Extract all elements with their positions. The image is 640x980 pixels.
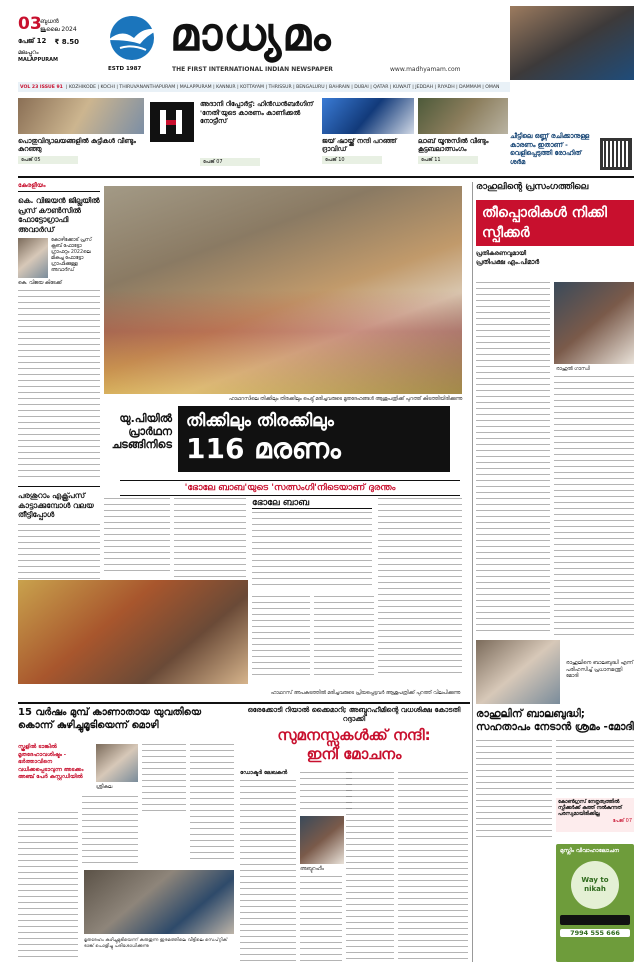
ad-store-badges[interactable] bbox=[560, 915, 630, 925]
teaser-4-title: ലാബ് യൂനുസിൽ വീണ്ടും കൂട്ടബലാത്സംഗം bbox=[418, 137, 489, 153]
teaser-1-page: പേജ് 05 bbox=[18, 156, 78, 164]
edition-item: | KOCHI bbox=[96, 84, 115, 90]
vijayan-photo bbox=[18, 238, 48, 278]
rule bbox=[18, 176, 634, 178]
srikala-name: ശ്രീകല bbox=[96, 785, 113, 790]
edition-item: | BENGALURU bbox=[291, 84, 325, 90]
bottom-mid-headline bbox=[240, 726, 468, 764]
left-tag: കേരളീയം bbox=[18, 182, 100, 192]
edition-item: | MALAPPURAM bbox=[175, 84, 212, 90]
lead-body-col-1 bbox=[104, 498, 170, 576]
price: ₹ 8.50 bbox=[54, 37, 80, 46]
grief-photo bbox=[18, 580, 248, 684]
congress-text: കോൺഗ്രസ് നേതൃത്വത്തിൽ സ്പീക്കർക്ക് കത്ത് നൽകുന്നത് പരസ്യമായിരിക്കില്ല bbox=[558, 800, 622, 817]
lead-bottom-caption: ഹാഥറസ് അപകടത്തിൽ മരിച്ചവരുടെ പ്രിയപ്പെട്ടവർ ആശുപത്രിക്ക് പുറത്ത് വിലപിക്കുന്നു bbox=[270, 691, 460, 696]
bhole-baba-box bbox=[252, 498, 372, 590]
right-body-1 bbox=[476, 282, 550, 362]
congress-page: പേജ് 07 bbox=[612, 818, 632, 824]
edition-item: | OMAN bbox=[480, 84, 500, 90]
bottom-left-caption: മൃതദേഹം കുഴിച്ചുമൂടിയെന്ന് കരുതുന്ന ഇരമത്തിലെ വീട്ടിലെ സെപ്റ്റിക് ടാങ്ക് പൊളിച്ചു പരിശോധിക്കുന്നു bbox=[84, 938, 228, 949]
bottom-mid-byline: ഡോക്ടർ ലേഖകൻ bbox=[240, 770, 288, 776]
teaser-3-title: ജയ് ഷായ്ക്ക് നന്ദി പറഞ്ഞ് ദ്രാവിഡ് bbox=[322, 137, 397, 153]
logo-icon bbox=[100, 14, 164, 64]
bottom-left-sub: സ്കൂളിൽ ടാങ്കിൽ മൃതദേഹാവശിഷ്ടം - ഭർത്താവിനെ വധിക്കപ്പെടാവുന്ന അടക്കം അഞ്ച് പേർ കസ്റ്റഡിയിൽ bbox=[18, 744, 84, 780]
congress-box[interactable] bbox=[556, 798, 634, 832]
teaser-1[interactable] bbox=[18, 98, 144, 170]
left-body bbox=[18, 290, 100, 480]
teaser-4-photo bbox=[418, 98, 508, 134]
teaser-2-title: അദാനി റിപ്പോർട്ട്: ഹിൻഡൻബർഗിന് 'നേതി'യുടെ കാരണം കാണിക്കൽ നോട്ടീസ് bbox=[200, 100, 314, 125]
estd: ESTD 1987 bbox=[108, 66, 142, 72]
tank-photo bbox=[84, 870, 234, 934]
edition-item: | DAMMAM bbox=[454, 84, 481, 90]
left-name: കെ. വിജയ കിടേക്ക് bbox=[18, 281, 62, 286]
bottom-mid-body-4 bbox=[398, 772, 468, 962]
tagline: THE FIRST INTERNATIONAL INDIAN NEWSPAPER bbox=[172, 66, 333, 73]
bhole-baba-title: ഭോലേ ബാബ bbox=[252, 498, 372, 509]
masthead-title: മാധ്യമം bbox=[170, 7, 332, 61]
edition-list bbox=[66, 85, 500, 90]
modi-caption: രാഹുലിനെ ബാലബുദ്ധി എന്ന് പരിഹസിച്ച് പ്രധാനമന്ത്രി മോദി bbox=[566, 660, 634, 679]
h-logo-icon bbox=[150, 102, 194, 142]
right-body-5 bbox=[556, 740, 634, 794]
lead-body-col-4 bbox=[378, 498, 462, 678]
teaser-4[interactable] bbox=[418, 98, 508, 170]
abdurahim-name: അബ്ദുറഹീം bbox=[300, 867, 324, 872]
right-headline-2: രാഹുലിന് ബാലബുദ്ധി; സഹതാപം നേടാൻ ശ്രമം -മോദി bbox=[476, 708, 634, 733]
left-headline: കെ. വിജയൻ ജില്ലയിൽ പ്രസ് കൗൺസിൽ ഫോട്ടോഗ്രാഫി അവാർഡ് bbox=[18, 196, 100, 234]
lead-subhead: 'ഭോലേ ബാബ'യുടെ 'സത്സംഗി'നിടെയാണ് ദുരന്തം bbox=[120, 480, 460, 496]
promo-block[interactable] bbox=[510, 100, 634, 172]
edition-item: | KOZHIKODE bbox=[65, 84, 97, 90]
edition-strip bbox=[18, 82, 510, 92]
right-byline-block bbox=[476, 250, 634, 267]
bottom-left-body-3 bbox=[18, 812, 78, 962]
ad-logo: Way to nikah bbox=[581, 876, 609, 893]
ad-tag: മുസ്ലിം വിവാഹാലോചന bbox=[560, 848, 619, 854]
bottom-mid-body-2 bbox=[300, 772, 352, 812]
right-headline: തീപ്പൊരികൾ നിക്കി സ്പീക്കർ bbox=[482, 205, 607, 241]
lead-kicker: യു.പിയിൽ പ്രാർഥന ചടങ്ങിനിടെ bbox=[111, 412, 172, 451]
lead-body-col-5 bbox=[252, 596, 310, 678]
abdurahim-photo bbox=[300, 816, 344, 864]
srikala-photo bbox=[96, 744, 138, 782]
teaser-2-page: പേജ് 07 bbox=[200, 158, 260, 166]
bottom-mid-headline-2: ഇനി മോചനം bbox=[306, 745, 402, 763]
right-body-4 bbox=[476, 740, 552, 842]
edition-item: | BAHRAIN bbox=[324, 84, 350, 90]
bottom-mid-body-1 bbox=[240, 780, 296, 962]
teaser-4-page: പേജ് 11 bbox=[418, 156, 478, 164]
volume: VOL 23 ISSUE 91 bbox=[20, 84, 63, 90]
edition-item: | QATAR bbox=[368, 84, 389, 90]
date-line: ജൂലൈ 2024 bbox=[40, 26, 77, 33]
right-byline-label: പ്രതികരണവുമായി bbox=[476, 250, 527, 257]
left-caption: കോഴിക്കോട് പ്രസ് ക്ലബ് ഫോട്ടോ ഗ്രാഫറും 2022ലെ മികച്ച ഫോട്ടോ ഗ്രാഫിക്കുള്ള അവാർഡ് bbox=[51, 238, 92, 273]
teaser-3[interactable] bbox=[322, 98, 414, 170]
lead-headline-2: 116 മരണം bbox=[186, 432, 341, 465]
promo-text: ചീട്ടിലെ ഒണ്ണ് രചിക്കാനുള്ള കാരണം ഇതാണ് - വെളിപ്പെടുത്തി രോഹിത് ശർമ bbox=[510, 132, 590, 166]
teaser-1-title: പൊതുവിദ്യാലയങ്ങളിൽ കുട്ടികൾ വീണ്ടും കുറഞ്ഞു bbox=[18, 137, 136, 153]
right-kicker: രാഹുലിന്റെ പ്രസംഗത്തിലെ bbox=[476, 182, 589, 192]
teaser-1-photo bbox=[18, 98, 144, 134]
page-count: പേജ് 12 bbox=[18, 37, 47, 45]
date-day: 03 bbox=[18, 14, 42, 34]
bottom-mid-body-3 bbox=[346, 772, 394, 962]
rahul-caption: രാഹുൽ ഗാന്ധി bbox=[556, 367, 590, 372]
bottom-left-body-1 bbox=[142, 744, 186, 816]
ad-logo-circle bbox=[571, 861, 619, 909]
rahul-photo bbox=[554, 282, 634, 364]
right-headline-box bbox=[476, 200, 634, 246]
lead-headline-1: തിക്കിലും തിരക്കിലും bbox=[186, 411, 334, 431]
ad-phone[interactable]: 7994 555 666 bbox=[560, 929, 630, 937]
lead-headline-box bbox=[178, 406, 450, 472]
edition-item: | KOTTAYAM bbox=[235, 84, 264, 90]
teaser-3-photo bbox=[322, 98, 414, 134]
edition-item: | THIRUVANANTHAPURAM bbox=[114, 84, 176, 90]
qr-code-icon[interactable] bbox=[600, 138, 632, 170]
rule-bottom bbox=[18, 702, 470, 704]
bottom-left-body-4 bbox=[82, 796, 138, 866]
lead-photo-caption: ഹാഥറസിലെ തിക്കിലും തിരക്കിലും പെട്ടു് മരിച്ചവരുടെ മൃതദേഹങ്ങൾ ആശുപത്രിക്ക് പുറത്ത് കിടത്തിയിരിക്കുന്നു bbox=[228, 397, 462, 402]
modi-photo bbox=[476, 640, 560, 704]
bottom-left-body-2 bbox=[190, 744, 234, 860]
right-byline: പ്രതിപക്ഷ എം.പിമാർ bbox=[476, 258, 540, 266]
bottom-mid-body-5 bbox=[300, 876, 342, 962]
right-body-3 bbox=[554, 376, 634, 636]
masthead bbox=[0, 0, 640, 80]
bottom-left-headline: 15 വർഷം മുമ്പ് കാണാതായ യുവതിയെ കൊന്ന് കുഴിച്ചുമൂടിയെന്ന് മൊഴി bbox=[18, 707, 202, 731]
city-ml: മലപ്പുറം bbox=[18, 49, 39, 56]
edition-item: | THRISSUR bbox=[263, 84, 292, 90]
edition-item: | KUWAIT bbox=[388, 84, 411, 90]
bottom-mid-headline-1: സുമനസ്സുകൾക്ക് നന്ദി: bbox=[277, 726, 431, 744]
separator bbox=[472, 182, 473, 962]
date-block bbox=[18, 16, 98, 63]
left-second-headline: പരശുറാം എക്സ്പ്രസ് കാട്ടാക്കുമ്പോൾ വലയ തീട്ടിപ്പോൾ bbox=[18, 491, 94, 519]
bottom-mid-kicker: ഒരേക്കോടി റിയാൽ ക്കൈമാറി; അബ്ദുറഹീമിന്റെ വധശിക്ഷ കോടതി റദ്ദാക്കി bbox=[247, 706, 461, 723]
lead-body-col-6 bbox=[314, 596, 374, 678]
edition-item: | KANNUR bbox=[211, 84, 236, 90]
teaser-2[interactable] bbox=[150, 98, 320, 170]
lead-photo bbox=[104, 186, 462, 394]
edition-item: | RIYADH bbox=[433, 84, 455, 90]
right-body-2 bbox=[476, 366, 550, 636]
nikah-ad[interactable] bbox=[556, 844, 634, 962]
edition-item: | DUBAI bbox=[349, 84, 369, 90]
weekday: ബുധൻ bbox=[40, 18, 59, 25]
promo-photo bbox=[510, 6, 634, 80]
city-en: MALAPPURAM bbox=[18, 57, 58, 63]
edition-item: | JEDDAH bbox=[410, 84, 434, 90]
teaser-3-page: പേജ് 10 bbox=[322, 156, 382, 164]
website[interactable]: www.madhyamam.com bbox=[390, 66, 461, 73]
